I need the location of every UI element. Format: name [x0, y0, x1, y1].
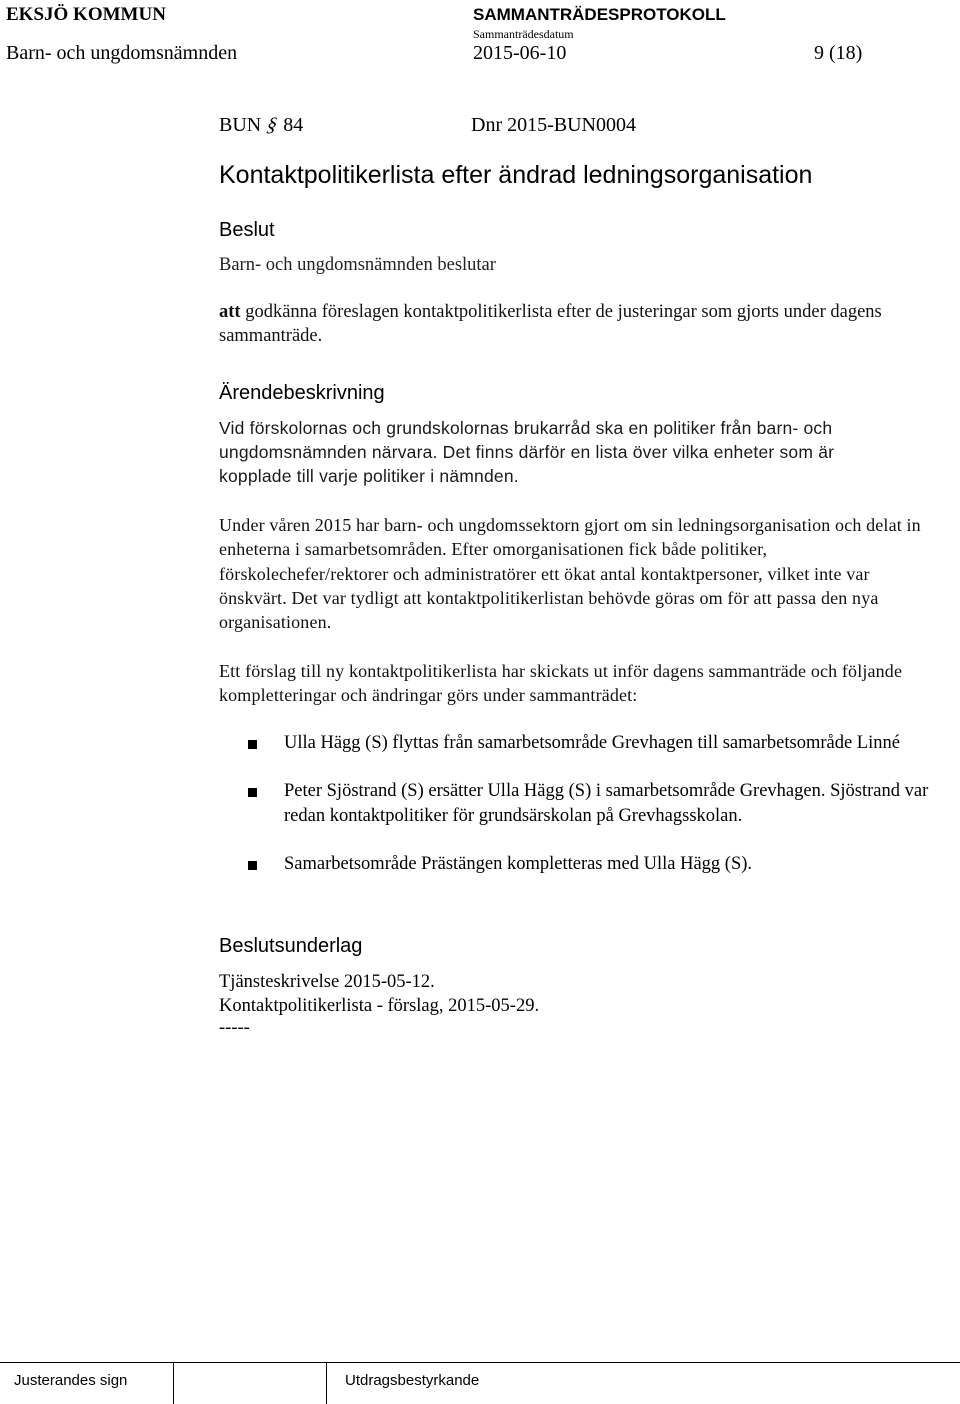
decision-text: godkänna föreslagen kontaktpolitikerlista efter de justeringar som gjorts under dagens sammanträde.: [219, 302, 882, 346]
list-item: [248, 731, 938, 756]
footer-separator: [173, 1362, 174, 1404]
diary-number: Dnr 2015-BUN0004: [471, 114, 636, 136]
arende-paragraph-3: Ett förslag till ny kontaktpolitikerlista har skickats ut inför dagens sammanträde och följande kompletteringar och ändringar görs under sammanträdet:: [219, 661, 903, 706]
document-type: SAMMANTRÄDESPROTOKOLL: [473, 5, 726, 24]
arende-heading: Ärendebeskrivning: [219, 382, 385, 404]
arende-paragraph-2: Under våren 2015 har barn- och ungdomssektorn gjort om sin ledningsorganisation och delat in enheterna i samarbetsområden. Efter omorganisationen fick både politiker, förskolechefer/rektorer och administratörer ett ökat antal kontaktpersoner, vilket inte var önskvärt. Det var tydligt att kontaktpolitikerlistan behövde göras om för att passa den nya organisationen.: [219, 515, 921, 633]
paragraph-num: 84: [283, 114, 304, 136]
list-item-text: Peter Sjöstrand (S) ersätter Ulla Hägg (S) i samarbetsområde Grevhagen. Sjöstrand var redan kontaktpolitiker för grundsärskolan på Grevhagsskolan.: [284, 781, 929, 826]
page-title: Kontaktpolitikerlista efter ändrad ledningsorganisation: [219, 161, 813, 189]
end-mark: -----: [219, 1018, 250, 1038]
footer-separator: [326, 1362, 327, 1404]
page-number: 9 (18): [814, 42, 863, 64]
footer-divider: [0, 1362, 960, 1363]
underlag-item: Tjänsteskrivelse 2015-05-12.: [219, 972, 435, 992]
justerandes-sign-label: Justerandes sign: [14, 1372, 128, 1389]
bullet-icon: [248, 861, 257, 870]
utdragsbestyrkande-label: Utdragsbestyrkande: [345, 1372, 480, 1389]
att-word: att: [219, 302, 241, 322]
bullet-icon: [248, 788, 257, 797]
beslut-heading: Beslut: [219, 219, 275, 241]
list-item: [248, 852, 938, 877]
bullet-icon: [248, 740, 257, 749]
date-label: Sammanträdesdatum: [473, 27, 574, 41]
arende-paragraph-1: Vid förskolornas och grundskolornas brukarråd ska en politiker från barn- och ungdomsnämnden närvara. Det finns därför en lista över vilka enheter som är kopplade till varje politiker i nämnden.: [219, 418, 835, 486]
paragraph-sign: §: [263, 114, 281, 136]
beslut-decision: [219, 300, 919, 348]
meeting-date: 2015-06-10: [473, 42, 567, 64]
beslut-intro: Barn- och ungdomsnämnden beslutar: [219, 255, 496, 275]
list-item-text: Ulla Hägg (S) flyttas från samarbetsområde Grevhagen till samarbetsområde Linné: [284, 733, 900, 753]
organization-name: EKSJÖ KOMMUN: [6, 4, 166, 25]
committee-name: Barn- och ungdomsnämnden: [6, 42, 238, 64]
change-list: [248, 731, 938, 900]
underlag-item: Kontaktpolitikerlista - förslag, 2015-05-29.: [219, 996, 540, 1016]
paragraph-number: [219, 114, 303, 137]
list-item-text: Samarbetsområde Prästängen kompletteras med Ulla Hägg (S).: [284, 854, 753, 874]
list-item: [248, 779, 938, 829]
underlag-heading: Beslutsunderlag: [219, 935, 363, 957]
paragraph-prefix: BUN: [219, 114, 262, 136]
